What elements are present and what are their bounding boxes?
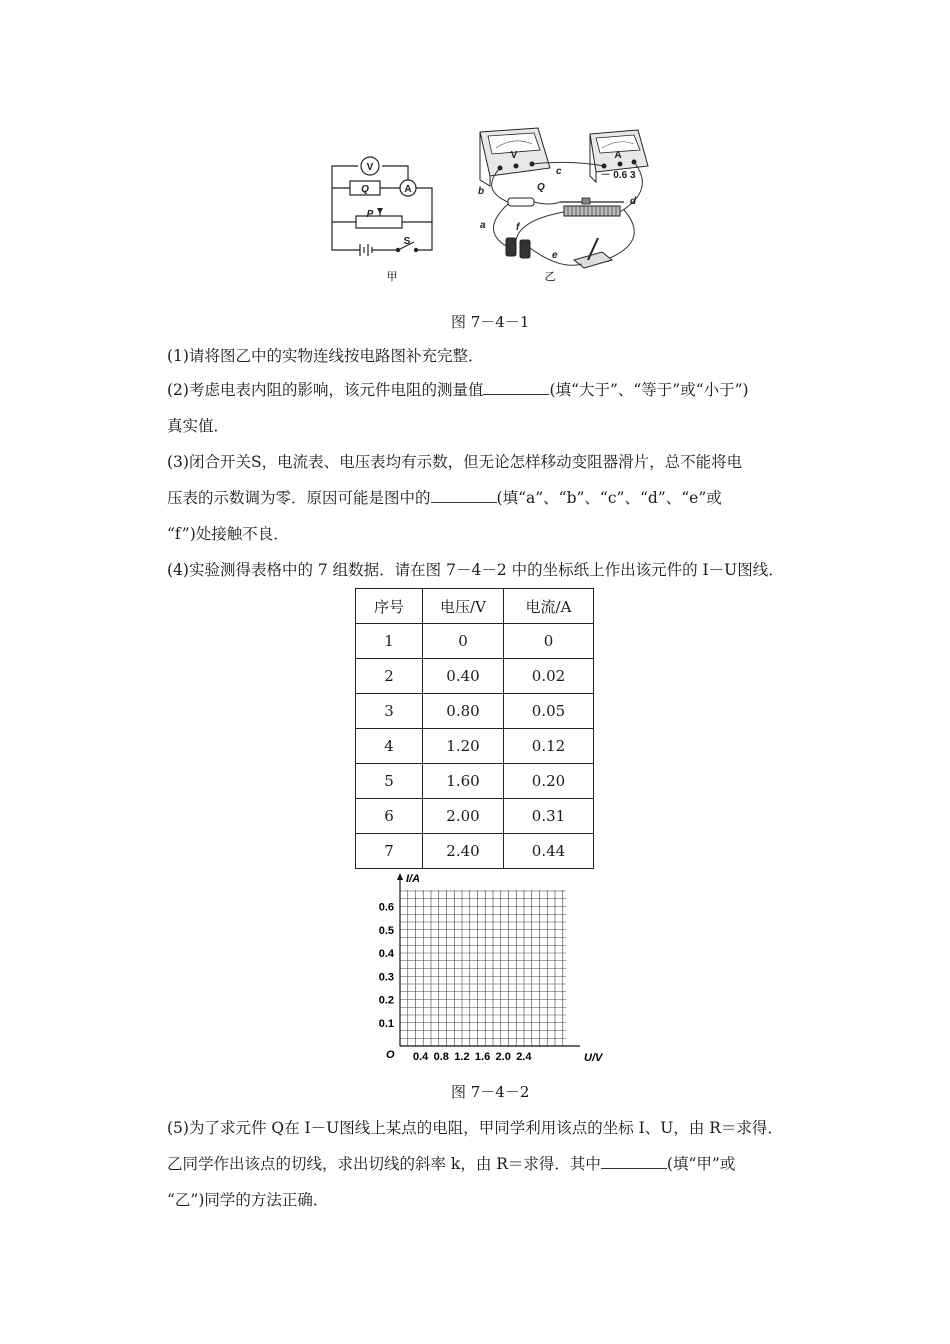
schematic-s-label: S [403,236,411,247]
table-row [356,694,594,729]
question-3-text-d: “f”)处接触不良． [167,525,289,543]
schematic-q-label: Q [361,184,369,195]
table-cell: 0 [504,624,594,659]
y-tick-label: 0.5 [378,924,394,937]
table-cell: 1 [356,624,423,659]
question-2-text-b: (填“大于”、“等于”或“小于”) [549,381,749,399]
answer-blank-2[interactable] [483,380,549,395]
table-cell: 1.60 [423,764,504,799]
table-cell: 0.12 [504,729,594,764]
figure-7-4-1 [320,120,660,290]
question-2-text-a: (2)考虑电表内阻的影响，该元件电阻的测量值 [167,381,484,399]
rheostat-box [356,216,402,228]
table-row [356,799,594,834]
wire-label-d: d [630,196,637,207]
table-cell: 0.31 [504,799,594,834]
question-1: (1)请将图乙中的实物连线按电路图补充完整． [167,347,484,365]
question-5-text-a: (5)为了求元件 Q在 I－U图线上某点的电阻，甲同学利用该点的坐标 I、U，由 R＝求得． [167,1119,783,1137]
question-5-text-c: (填“甲”或 [666,1155,736,1173]
table-cell: 0 [423,624,504,659]
table-cell: 2.00 [423,799,504,834]
table-cell: 6 [356,799,423,834]
question-3 [167,444,817,552]
graph-tick-labels [379,902,533,1064]
table-header-voltage: 电压/V [423,589,504,624]
y-tick-label: 0.2 [378,994,394,1007]
table-cell: 2 [356,659,423,694]
question-5-text-b: 乙同学作出该点的切线，求出切线的斜率 k，由 R＝求得．其中 [167,1155,601,1173]
x-axis-label: U/V [584,1052,603,1064]
iu-graph-paper[interactable] [360,870,620,1066]
apparatus-v-label: V [510,150,518,161]
slider-arrow [377,208,383,214]
knife-switch [574,238,612,268]
question-5-text-d: “乙”)同学的方法正确． [167,1191,329,1209]
table-cell: 0.05 [504,694,594,729]
x-tick-label: 0.8 [433,1051,449,1063]
component-q [508,198,534,206]
table-cell: 0.20 [504,764,594,799]
wire-label-e: e [552,250,558,261]
table-header-index: 序号 [356,589,423,624]
figure-7-4-1-caption: 图 7－4－1 [451,313,530,331]
x-tick-label: 1.2 [454,1051,470,1063]
graph-grid [400,890,566,1046]
x-tick-label: 2.4 [516,1051,532,1063]
table-row [356,624,594,659]
wire-label-c: c [556,166,562,177]
schematic-jia [332,166,432,256]
x-tick-label: 1.6 [474,1051,491,1063]
y-axis-label: I/A [406,873,421,885]
table-cell: 0.02 [504,659,594,694]
wire-label-a: a [480,220,486,231]
table-cell: 0.44 [504,834,594,869]
x-tick-label: 0.4 [412,1051,429,1063]
table-cell: 4 [356,729,423,764]
schematic-p-label: P [366,209,374,220]
y-tick-label: 0.3 [378,971,394,984]
apparatus-yi [478,128,648,268]
question-3-text-a: (3)闭合开关S，电流表、电压表均有示数，但无论怎样移动变阻器滑片，总不能将电 [167,453,743,471]
table-cell: 0.40 [423,659,504,694]
origin-label: O [386,1049,395,1061]
answer-blank-3[interactable] [431,488,497,503]
x-tick-label: 2.0 [495,1051,511,1063]
apparatus-q-label: Q [537,182,545,193]
table-cell: 3 [356,694,423,729]
question-4: (4)实验测得表格中的 7 组数据．请在图 7－4－2 中的坐标纸上作出该元件的 I－U图线． [167,561,784,579]
question-2 [167,372,817,444]
figure-7-4-2-caption: 图 7－4－2 [451,1083,530,1101]
table-cell: 5 [356,764,423,799]
y-axis-arrow [397,873,403,880]
wire-label-b: b [478,186,485,197]
rheostat-device [560,198,624,216]
answer-blank-5[interactable] [601,1154,667,1169]
question-5 [167,1110,817,1218]
schematic-v-label: V [366,162,374,173]
question-3-text-b: 压表的示数调为零．原因可能是图中的 [167,489,431,507]
apparatus-a-label: A [614,150,622,161]
table-header-current: 电流/A [504,589,594,624]
question-3-text-c: (填“a”、“b”、“c”、“d”、“e”或 [496,489,722,507]
y-tick-label: 0.1 [378,1017,394,1030]
figure-yi-label: 乙 [544,270,556,283]
table-cell: 0.80 [423,694,504,729]
schematic-a-label: A [404,184,412,195]
ammeter-scale-label: － 0.6 3 [600,170,636,181]
y-tick-label: 0.4 [378,948,394,960]
wire-label-f: f [516,222,520,233]
table-cell: 1.20 [423,729,504,764]
table-row [356,834,594,869]
table-cell: 2.40 [423,834,504,869]
data-table [355,588,594,869]
table-cell: 7 [356,834,423,869]
battery-pair [506,238,530,258]
question-2-text-c: 真实值． [167,417,230,435]
figure-jia-label: 甲 [386,270,398,283]
table-row [356,729,594,764]
table-header-row [356,589,594,624]
y-tick-label: 0.6 [378,901,394,914]
table-row [356,764,594,799]
table-row [356,659,594,694]
